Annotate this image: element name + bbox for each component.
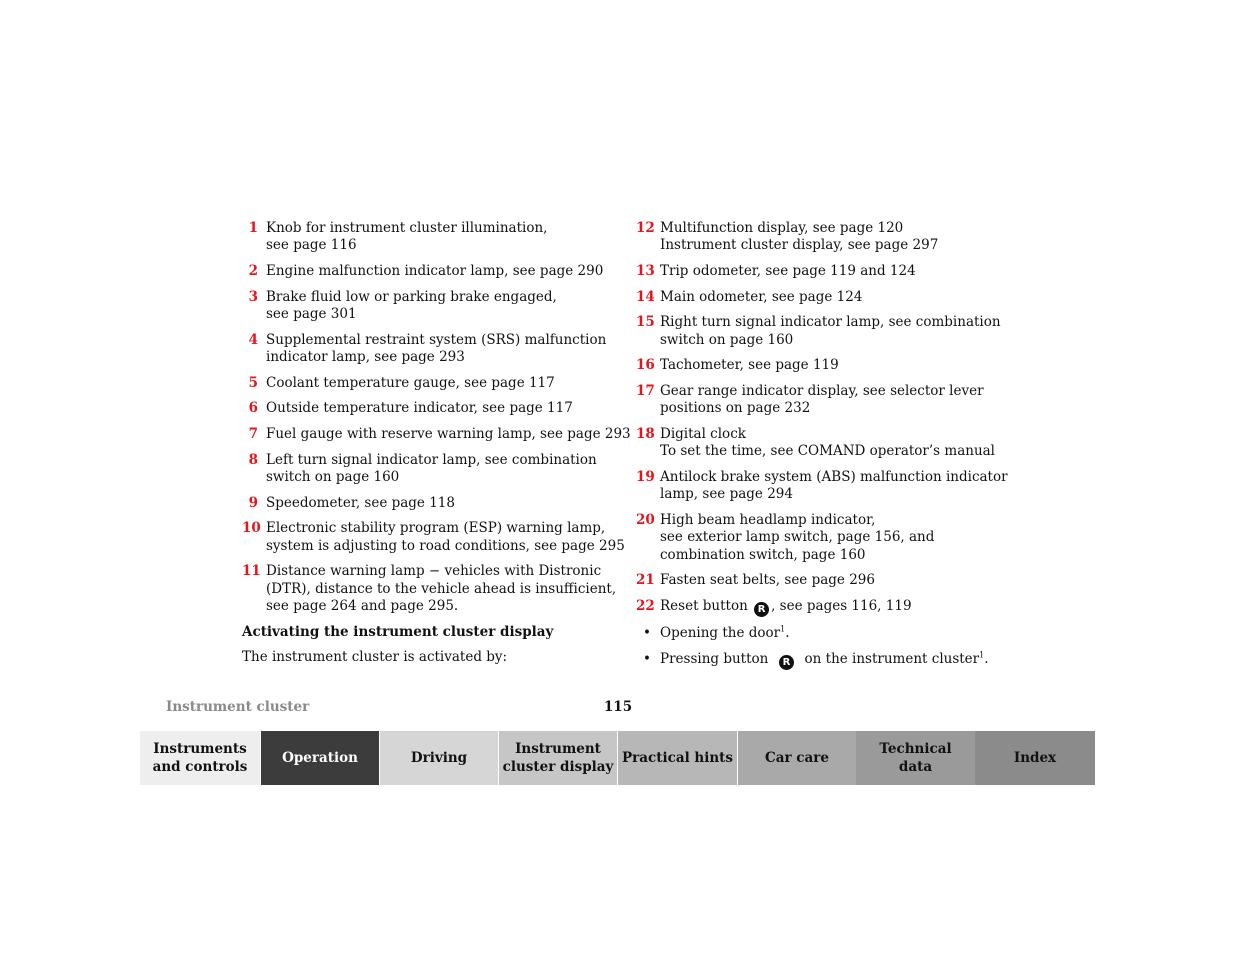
list-item	[242, 263, 614, 280]
item-text-line: Instrument cluster display, see page 297	[660, 237, 939, 254]
item-text-line: Tachometer, see page 119	[660, 357, 839, 374]
item-text-line: Fuel gauge with reserve warning lamp, see page 293	[266, 426, 631, 443]
item-number: 22	[636, 597, 655, 614]
left-item-list	[242, 220, 631, 615]
section-heading: Activating the instrument cluster display	[242, 623, 554, 640]
item-number: 16	[636, 357, 655, 374]
list-item	[636, 469, 1016, 504]
item-text-line: see page 264 and page 295.	[266, 597, 459, 614]
list-item	[242, 220, 614, 255]
bullet-item	[636, 651, 1016, 670]
reset-button-icon: R	[754, 602, 769, 617]
nav-tab-3[interactable]	[498, 731, 617, 785]
nav-tab-label: Driving	[410, 750, 468, 766]
item-text-line: High beam headlamp indicator,	[660, 511, 876, 528]
item-text-line: Trip odometer, see page 119 and 124	[660, 262, 916, 279]
nav-tab-label: Technical data	[879, 741, 952, 775]
item-text-line: switch on page 160	[660, 331, 794, 348]
item-number: 3	[248, 288, 258, 305]
nav-tab-4[interactable]	[617, 731, 737, 785]
list-item	[636, 289, 1016, 306]
nav-tab-6[interactable]	[856, 731, 975, 785]
item-number: 12	[636, 220, 655, 236]
item-number: 20	[636, 511, 655, 528]
list-item	[636, 314, 1016, 349]
item-text-line: Speedometer, see page 118	[266, 494, 455, 511]
right-column	[636, 220, 1016, 679]
item-number: 2	[248, 262, 258, 279]
reset-button-icon: R	[779, 655, 794, 670]
item-text-line: Outside temperature indicator, see page 117	[266, 400, 573, 417]
item-text-line: indicator lamp, see page 293	[266, 348, 465, 365]
right-item-list	[636, 220, 1016, 590]
item-number: 19	[636, 469, 655, 485]
list-item	[636, 220, 1016, 255]
item-number: 5	[248, 374, 258, 391]
page-number: 115	[603, 699, 633, 715]
list-item	[242, 426, 631, 443]
item-text-line: system is adjusting to road conditions, see page 295	[266, 537, 625, 554]
item-number: 18	[636, 426, 655, 443]
list-item	[636, 572, 1016, 589]
item-text-line: Distance warning lamp − vehicles with Distronic	[266, 563, 602, 580]
item-number: 7	[248, 426, 258, 443]
item-text-line: see page 301	[266, 305, 357, 322]
list-item	[636, 383, 1016, 418]
list-item	[242, 332, 614, 367]
item-text-line: see exterior lamp switch, page 156, and	[660, 529, 935, 546]
nav-tab-1[interactable]	[260, 731, 379, 785]
bullet-text-end: .	[785, 625, 790, 642]
nav-tab-5[interactable]	[737, 731, 856, 785]
item-text-line: switch on page 160	[266, 469, 400, 485]
list-item	[636, 357, 1016, 374]
bullet-dot-icon: •	[643, 651, 651, 668]
footer-section-title: Instrument cluster	[166, 699, 310, 715]
item-number: 17	[636, 383, 655, 400]
nav-tab-label: Car care	[765, 750, 829, 766]
item-text-line: Multifunction display, see page 120	[660, 220, 904, 236]
item-text-line: (DTR), distance to the vehicle ahead is insufficient,	[266, 580, 617, 597]
item-text-line: Fasten seat belts, see page 296	[660, 572, 875, 589]
nav-tab-7[interactable]	[975, 731, 1095, 785]
nav-tab-label: Instruments and controls	[152, 741, 248, 775]
item-text-line: Left turn signal indicator lamp, see combination	[266, 451, 597, 468]
item-number: 21	[636, 572, 655, 589]
left-column	[242, 220, 631, 666]
list-item	[636, 598, 1016, 617]
item-number: 15	[636, 314, 655, 331]
bullet-text-mid: on the instrument cluster	[800, 651, 980, 668]
item-text-line: positions on page 232	[660, 400, 811, 417]
item-text-before: Reset button	[660, 597, 753, 614]
item-text-line: Antilock brake system (ABS) malfunction indicator	[660, 469, 1008, 485]
list-item	[242, 289, 614, 324]
item-text-line: Supplemental restraint system (SRS) malfunction	[266, 331, 607, 348]
list-item	[242, 563, 617, 615]
item-text-after: , see pages 116, 119	[771, 597, 912, 614]
item-text-line: To set the time, see COMAND operator’s manual	[660, 443, 996, 460]
bullet-dot-icon: •	[643, 625, 651, 642]
item-text-line: see page 116	[266, 237, 357, 254]
item-text-line: Main odometer, see page 124	[660, 288, 863, 305]
item-text-line: Brake fluid low or parking brake engaged,	[266, 288, 557, 305]
bullet-text-end: .	[984, 651, 989, 668]
nav-tab-2[interactable]	[379, 731, 498, 785]
item-number: 13	[636, 262, 655, 279]
item-number: 10	[242, 520, 261, 537]
nav-tab-0[interactable]	[140, 731, 260, 785]
footnote-marker: 1	[780, 624, 786, 634]
item-text-line: Coolant temperature gauge, see page 117	[266, 374, 555, 391]
footnote-marker: 1	[979, 650, 985, 660]
nav-tab-label: Instrument cluster display	[502, 741, 614, 775]
list-item	[242, 452, 614, 487]
bullet-item	[636, 625, 1016, 642]
bullet-text: Opening the door	[660, 625, 781, 642]
item-text-line: Knob for instrument cluster illumination,	[266, 220, 548, 236]
item-number: 14	[636, 288, 655, 305]
item-text	[660, 598, 1016, 617]
item-number: 9	[248, 494, 258, 511]
item-number: 4	[248, 331, 258, 348]
nav-tab-label: Operation	[282, 750, 358, 766]
nav-tab-label: Index	[1013, 750, 1057, 766]
list-item	[242, 520, 625, 555]
item-text-line: Electronic stability program (ESP) warning lamp,	[266, 520, 606, 537]
item-text-line: lamp, see page 294	[660, 486, 793, 503]
item-number: 11	[242, 563, 261, 580]
list-item	[636, 263, 1016, 280]
list-item	[636, 512, 1016, 564]
item-number: 1	[248, 220, 258, 236]
item-text-line: Gear range indicator display, see selector lever	[660, 383, 984, 400]
item-text-line: Right turn signal indicator lamp, see combination	[660, 314, 1001, 331]
bullet-text: Pressing button	[660, 651, 773, 668]
item-text-line: combination switch, page 160	[660, 546, 866, 563]
list-item	[242, 495, 614, 512]
item-text-line: Engine malfunction indicator lamp, see page 290	[266, 262, 604, 279]
intro-paragraph: The instrument cluster is activated by:	[242, 648, 508, 665]
chapter-navigation	[140, 731, 1095, 785]
list-item	[636, 426, 1016, 461]
item-text-line: Digital clock	[660, 426, 746, 443]
nav-tab-label: Practical hints	[622, 750, 733, 766]
item-number: 8	[248, 451, 258, 468]
list-item	[242, 375, 614, 392]
list-item	[242, 400, 614, 417]
item-number: 6	[248, 400, 258, 417]
